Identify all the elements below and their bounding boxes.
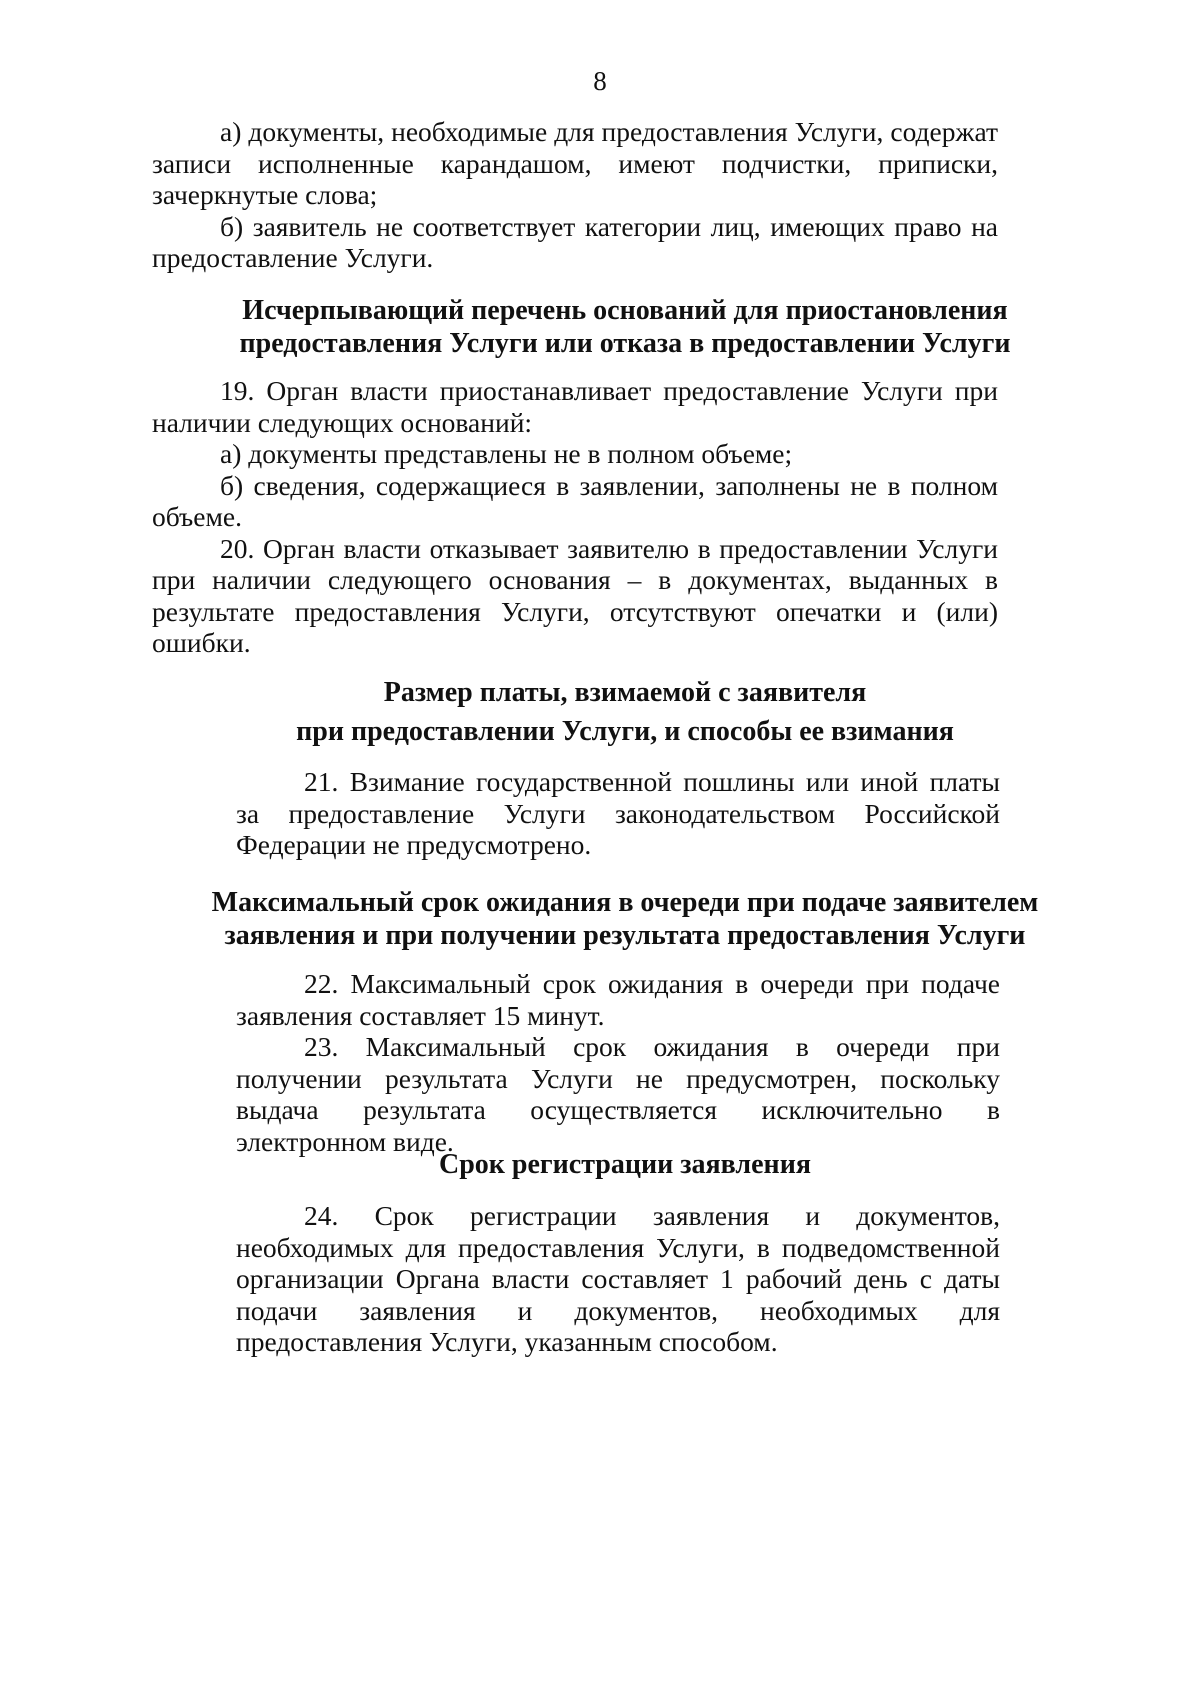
heading-line: Максимальный срок ожидания в очереди при подаче заявителем bbox=[211, 887, 1039, 918]
section-body-suspension bbox=[152, 375, 998, 659]
heading-line: Исчерпывающий перечень оснований для приостановления bbox=[242, 295, 1008, 326]
paragraph-19-b: б) сведения, содержащиеся в заявлении, заполнены не в полном объеме. bbox=[152, 469, 998, 532]
page-number: 8 bbox=[593, 66, 607, 96]
paragraph-19: 19. Орган власти приостанавливает предоставление Услуги при наличии следующих оснований: bbox=[152, 375, 998, 438]
intro-item-a: а) документы, необходимые для предоставления Услуги, содержат записи исполненные карандашом, имеют подчистки, приписки, зачеркнутые слова; bbox=[152, 116, 998, 210]
section-heading-fee bbox=[160, 676, 1090, 748]
paragraph-20: 20. Орган власти отказывает заявителю в предоставлении Услуги при наличии следующего основания – в документах, выданных в результате предоставления Услуги, отсутствуют опечатки и (или) ошибки. bbox=[152, 532, 998, 658]
section-body-registration bbox=[236, 1200, 1000, 1358]
intro-item-b: б) заявитель не соответствует категории лиц, имеющих право на предоставление Услуги. bbox=[152, 210, 998, 273]
section-body-queue bbox=[236, 968, 1000, 1157]
paragraph-24: 24. Срок регистрации заявления и документов, необходимых для предоставления Услуги, в подведомственной организации Органа власти составляет 1 рабочий день с даты подачи заявления и документов, необходимых для предоставления Услуги, указанным способом. bbox=[236, 1200, 1000, 1357]
paragraph-23: 23. Максимальный срок ожидания в очереди при получении результата Услуги не предусмотрен, поскольку выдача результата осуществляется исключительно в электронном виде. bbox=[236, 1031, 1000, 1157]
intro-block bbox=[152, 116, 998, 274]
section-heading-suspension bbox=[160, 294, 1090, 360]
section-body-fee bbox=[236, 766, 1000, 861]
heading-line: заявления и при получении результата предоставления Услуги bbox=[224, 920, 1026, 951]
paragraph-19-a: а) документы представлены не в полном объеме; bbox=[220, 438, 793, 469]
paragraph-21: 21. Взимание государственной пошлины или иной платы за предоставление Услуги законодательством Российской Федерации не предусмотрено. bbox=[236, 766, 1000, 860]
section-heading-queue bbox=[160, 886, 1090, 952]
paragraph-22: 22. Максимальный срок ожидания в очереди при подаче заявления составляет 15 минут. bbox=[236, 968, 1000, 1031]
heading-line: Размер платы, взимаемой с заявителя bbox=[383, 677, 867, 708]
heading-line: при предоставлении Услуги, и способы ее взимания bbox=[296, 716, 954, 747]
heading-line: Срок регистрации заявления bbox=[439, 1149, 811, 1180]
heading-line: предоставления Услуги или отказа в предоставлении Услуги bbox=[239, 328, 1011, 359]
section-heading-registration bbox=[160, 1148, 1090, 1181]
